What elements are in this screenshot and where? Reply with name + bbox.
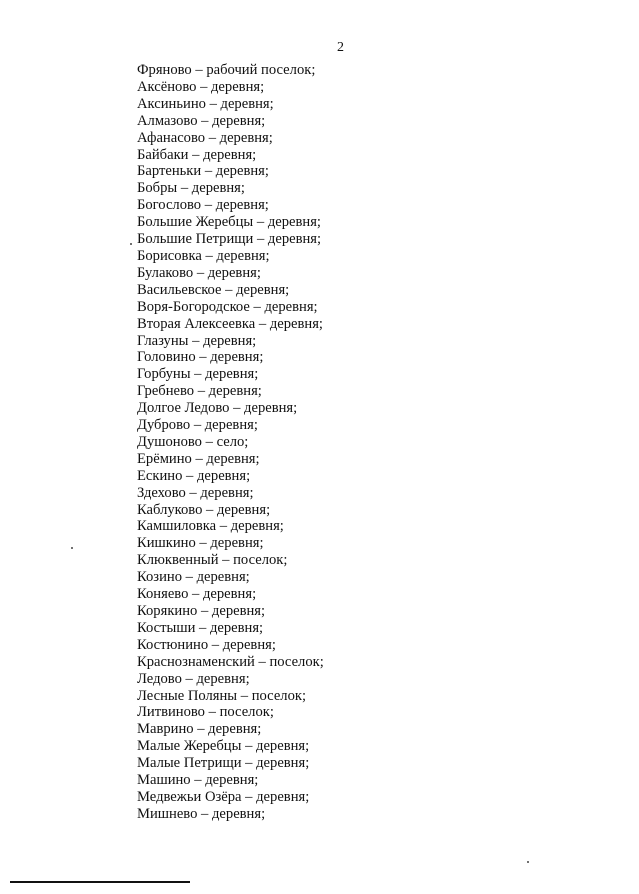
settlement-entry: Машино – деревня; [137, 772, 259, 789]
settlement-entry: Аксёново – деревня; [137, 78, 265, 95]
settlement-entry: Богослово – деревня; [137, 197, 269, 214]
scan-speck [130, 243, 132, 245]
settlement-entry: Медвежьи Озёра – деревня; [137, 788, 310, 805]
settlement-entry: Краснознаменский – поселок; [137, 653, 324, 670]
settlement-entry: Здехово – деревня; [137, 484, 254, 501]
settlement-entry: Головино – деревня; [137, 349, 264, 366]
settlement-entry: Алмазово – деревня; [137, 112, 266, 129]
settlement-entry: Дуброво – деревня; [137, 417, 258, 434]
settlement-entry: Костюнино – деревня; [137, 636, 276, 653]
settlement-entry: Борисовка – деревня; [137, 247, 270, 264]
settlement-entry: Душоново – село; [137, 433, 249, 450]
settlement-entry: Мишнево – деревня; [137, 805, 266, 822]
settlement-entry: Фряново – рабочий поселок; [137, 62, 316, 78]
settlement-entry: Васильевское – деревня; [137, 281, 290, 298]
settlement-entry: Лесные Поляны – поселок; [137, 687, 307, 704]
settlement-entry: Глазуны – деревня; [137, 332, 257, 349]
settlement-entry: Малые Петрищи – деревня; [137, 755, 310, 772]
settlement-entry: Коняево – деревня; [137, 586, 257, 603]
scan-speck [527, 861, 529, 863]
settlement-entry: Гребнево – деревня; [137, 383, 262, 400]
settlement-entry: Большие Жеребцы – деревня; [137, 214, 321, 231]
settlement-entry: Большие Петрищи – деревня; [137, 231, 322, 248]
settlement-entry: Байбаки – деревня; [137, 146, 257, 163]
settlement-entry: Афанасово – деревня; [137, 129, 273, 146]
footer-rule [10, 881, 190, 883]
settlement-entry: Бартеньки – деревня; [137, 163, 269, 180]
settlement-entry: Камшиловка – деревня; [137, 518, 284, 535]
settlement-entry: Маврино – деревня; [137, 721, 262, 738]
settlement-entry: Ерёмино – деревня; [137, 450, 260, 467]
settlement-entry: Долгое Ледово – деревня; [137, 400, 298, 417]
page-number: 2 [337, 40, 344, 55]
settlement-entry: Бобры – деревня; [137, 180, 245, 197]
settlement-entry: Клюквенный – поселок; [137, 552, 288, 569]
settlement-entry: Вторая Алексеевка – деревня; [137, 315, 323, 332]
scan-speck [71, 547, 73, 549]
settlement-entry: Булаково – деревня; [137, 264, 261, 281]
settlement-entry: Ескино – деревня; [137, 467, 251, 484]
settlement-entry: Ледово – деревня; [137, 670, 250, 687]
settlement-entry: Малые Жеребцы – деревня; [137, 738, 310, 755]
settlement-list [137, 62, 324, 823]
settlement-entry: Аксиньино – деревня; [137, 95, 274, 112]
settlement-entry: Козино – деревня; [137, 569, 250, 586]
settlement-entry: Каблуково – деревня; [137, 501, 271, 518]
settlement-entry: Литвиново – поселок; [137, 704, 274, 721]
settlement-entry: Горбуны – деревня; [137, 366, 259, 383]
settlement-entry: Костыши – деревня; [137, 619, 264, 636]
settlement-entry: Воря-Богородское – деревня; [137, 298, 318, 315]
settlement-entry: Кишкино – деревня; [137, 535, 264, 552]
settlement-entry: Корякино – деревня; [137, 603, 266, 619]
